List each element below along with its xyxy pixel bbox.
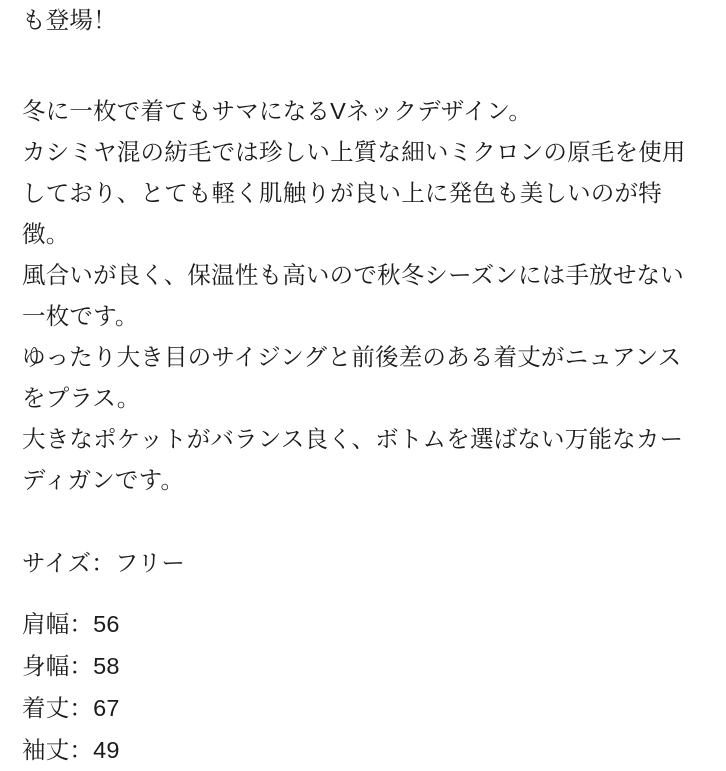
- size-heading: サイズ：フリー: [22, 550, 186, 576]
- measurement-shoulder: 肩幅：56: [22, 611, 120, 637]
- description-line-1: 冬に一枚で着てもサマになるVネックデザイン。: [22, 98, 533, 124]
- measurement-length: 着丈：67: [22, 695, 120, 721]
- spacer-before-sizes: [22, 501, 704, 542]
- description-line-9: 大きなポケットがバランス良く、ボトムを選ばない万能なカー: [22, 426, 684, 452]
- description-block: [22, 91, 704, 501]
- description-line-10: ディガンです。: [22, 467, 185, 493]
- description-line-5: 風合いが良く、保温性も高いので秋冬シーズンには手放せない: [22, 262, 684, 288]
- measurement-bust: 身幅：58: [22, 653, 120, 679]
- spacer-after-intro: [22, 41, 704, 91]
- spacer-after-size-heading: [22, 584, 704, 603]
- description-line-2: カシミヤ混の紡毛では珍しい上質な細いミクロンの原毛を使用: [22, 139, 686, 165]
- intro-fragment-line: も登場！: [22, 7, 117, 33]
- description-line-3: しており、とても軽く肌触りが良い上に発色も美しいのが特: [22, 180, 662, 206]
- intro-fragment-block: [22, 0, 704, 41]
- description-line-8: をプラス。: [22, 385, 141, 411]
- description-line-6: 一枚です。: [22, 303, 139, 329]
- description-line-4: 徴。: [22, 221, 70, 247]
- description-line-7: ゆったり大き目のサイジングと前後差のある着丈がニュアンス: [22, 344, 682, 370]
- measurement-sleeve: 袖丈：49: [22, 737, 120, 763]
- size-section: [22, 542, 704, 771]
